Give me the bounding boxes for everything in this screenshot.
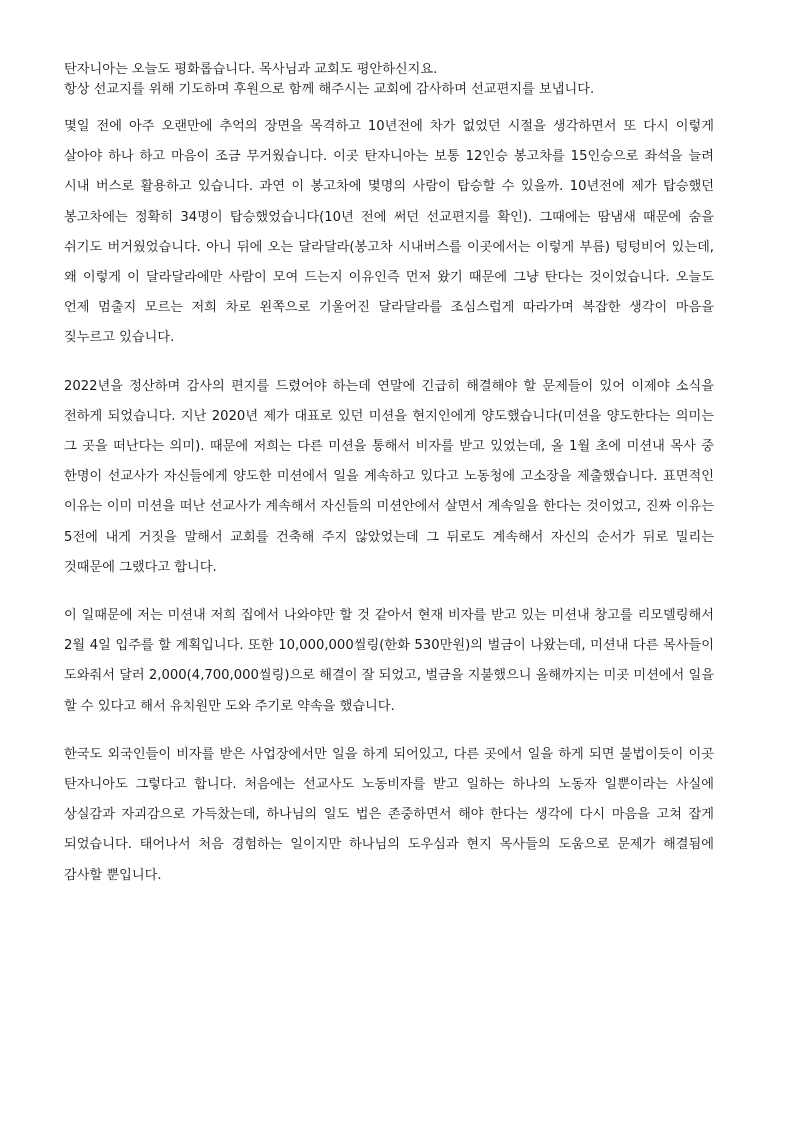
- greeting-line-1: 탄자니아는 오늘도 평화롭습니다. 목사님과 교회도 평안하신지요.: [64, 62, 438, 77]
- paragraph-4: 한국도 외국인들이 비자를 받은 사업장에서만 일을 하게 되어있고, 다른 곳에서 일을 하게 되면 불법이듯이 이곳 탄자니아도 그렇다고 합니다. 처음에는 선교사도 노동비자를 받고 일하는 하나의 노동자 일뿐이라는 사실에 상실감과 자괴감으로 가득찼는데, 하나님의 일도 법은 존중하면서 해야 한다는 생각에 다시 마음을 고쳐 잡게 되었습니다. 태어나서 처음 경험하는 일이지만 하나님의 도우심과 현지 목사들의 도움으로 문제가 해결됨에 감사할 뿐입니다.: [64, 746, 714, 883]
- paragraph-1: 몇일 전에 아주 오랜만에 추억의 장면을 목격하고 10년전에 차가 없었던 시절을 생각하면서 또 다시 이렇게 살아야 하나 하고 마음이 조금 무거웠습니다. 이곳 탄자니아는 보통 12인승 봉고차를 15인승으로 좌석을 늘려 시내 버스로 활용하고 있습니다. 과연 이 봉고차에 몇명의 사람이 탑승할 수 있을까. 10년전에 제가 탑승했던 봉고차에는 정확히 34명이 탑승했었습니다(10년 전에 써던 선교편지를 확인). 그때에는 땀냄새 때문에 숨을 쉬기도 버거웠었습니다. 아니 뒤에 오는 달라달라(봉고차 시내버스를 이곳에서는 이렇게 부름) 텅텅비어 있는데, 왜 이렇게 이 달라달라에만 사람이 모여 드는지 이유인즉 먼저 왔기 때문에 그냥 탄다는 것이었습니다. 오늘도 언제 멈출지 모르는 저희 차로 왼쪽으로 기울어진 달라달라를 조심스럽게 따라가며 복잡한 생각이 마음을 짖누르고 있습니다.: [64, 119, 714, 346]
- greeting-line-2: 항상 선교지를 위해 기도하며 후원으로 함께 해주시는 교회에 감사하며 선교편지를 보냅니다.: [64, 82, 595, 97]
- paragraph-3: 이 일때문에 저는 미션내 저희 집에서 나와야만 할 것 같아서 현재 비자를 받고 있는 미션내 창고를 리모델링해서 2월 4일 입주를 할 계획입니다. 또한 10,000,000씰링(한화 530만원)의 벌금이 나왔는데, 미션내 다른 목사들이 도와줘서 달러 2,000(4,700,000씰링)으로 해결이 잘 되었고, 벌금을 지불했으니 올해까지는 미곳 미션에서 일을 할 수 있다고 해서 유치원만 도와 주기로 약속을 했습니다.: [64, 608, 714, 714]
- greeting-block: [64, 60, 714, 100]
- letter-page: [64, 60, 714, 891]
- paragraph-2: 2022년을 정산하며 감사의 편지를 드렸어야 하는데 연말에 긴급히 해결해야 할 문제들이 있어 이제야 소식을 전하게 되었습니다. 지난 2020년 제가 대표로 있던 미션을 현지인에게 양도했습니다(미션을 양도한다는 의미는 그 곳을 떠난다는 의미). 때문에 저희는 다른 미션을 통해서 비자를 받고 있었는데, 올 1월 초에 미션내 목사 중 한명이 선교사가 자신들에게 양도한 미션에서 일을 계속하고 있다고 노동청에 고소장을 제출했습니다. 표면적인 이유는 이미 미션을 떠난 선교사가 계속해서 자신들의 미션안에서 살면서 계속일을 한다는 것이었고, 진짜 이유는 5전에 내게 거짓을 말해서 교회를 건축해 주지 않았었는데 그 뒤로도 계속해서 자신의 순서가 뒤로 밀리는 것때문에 그랬다고 합니다.: [64, 378, 714, 575]
